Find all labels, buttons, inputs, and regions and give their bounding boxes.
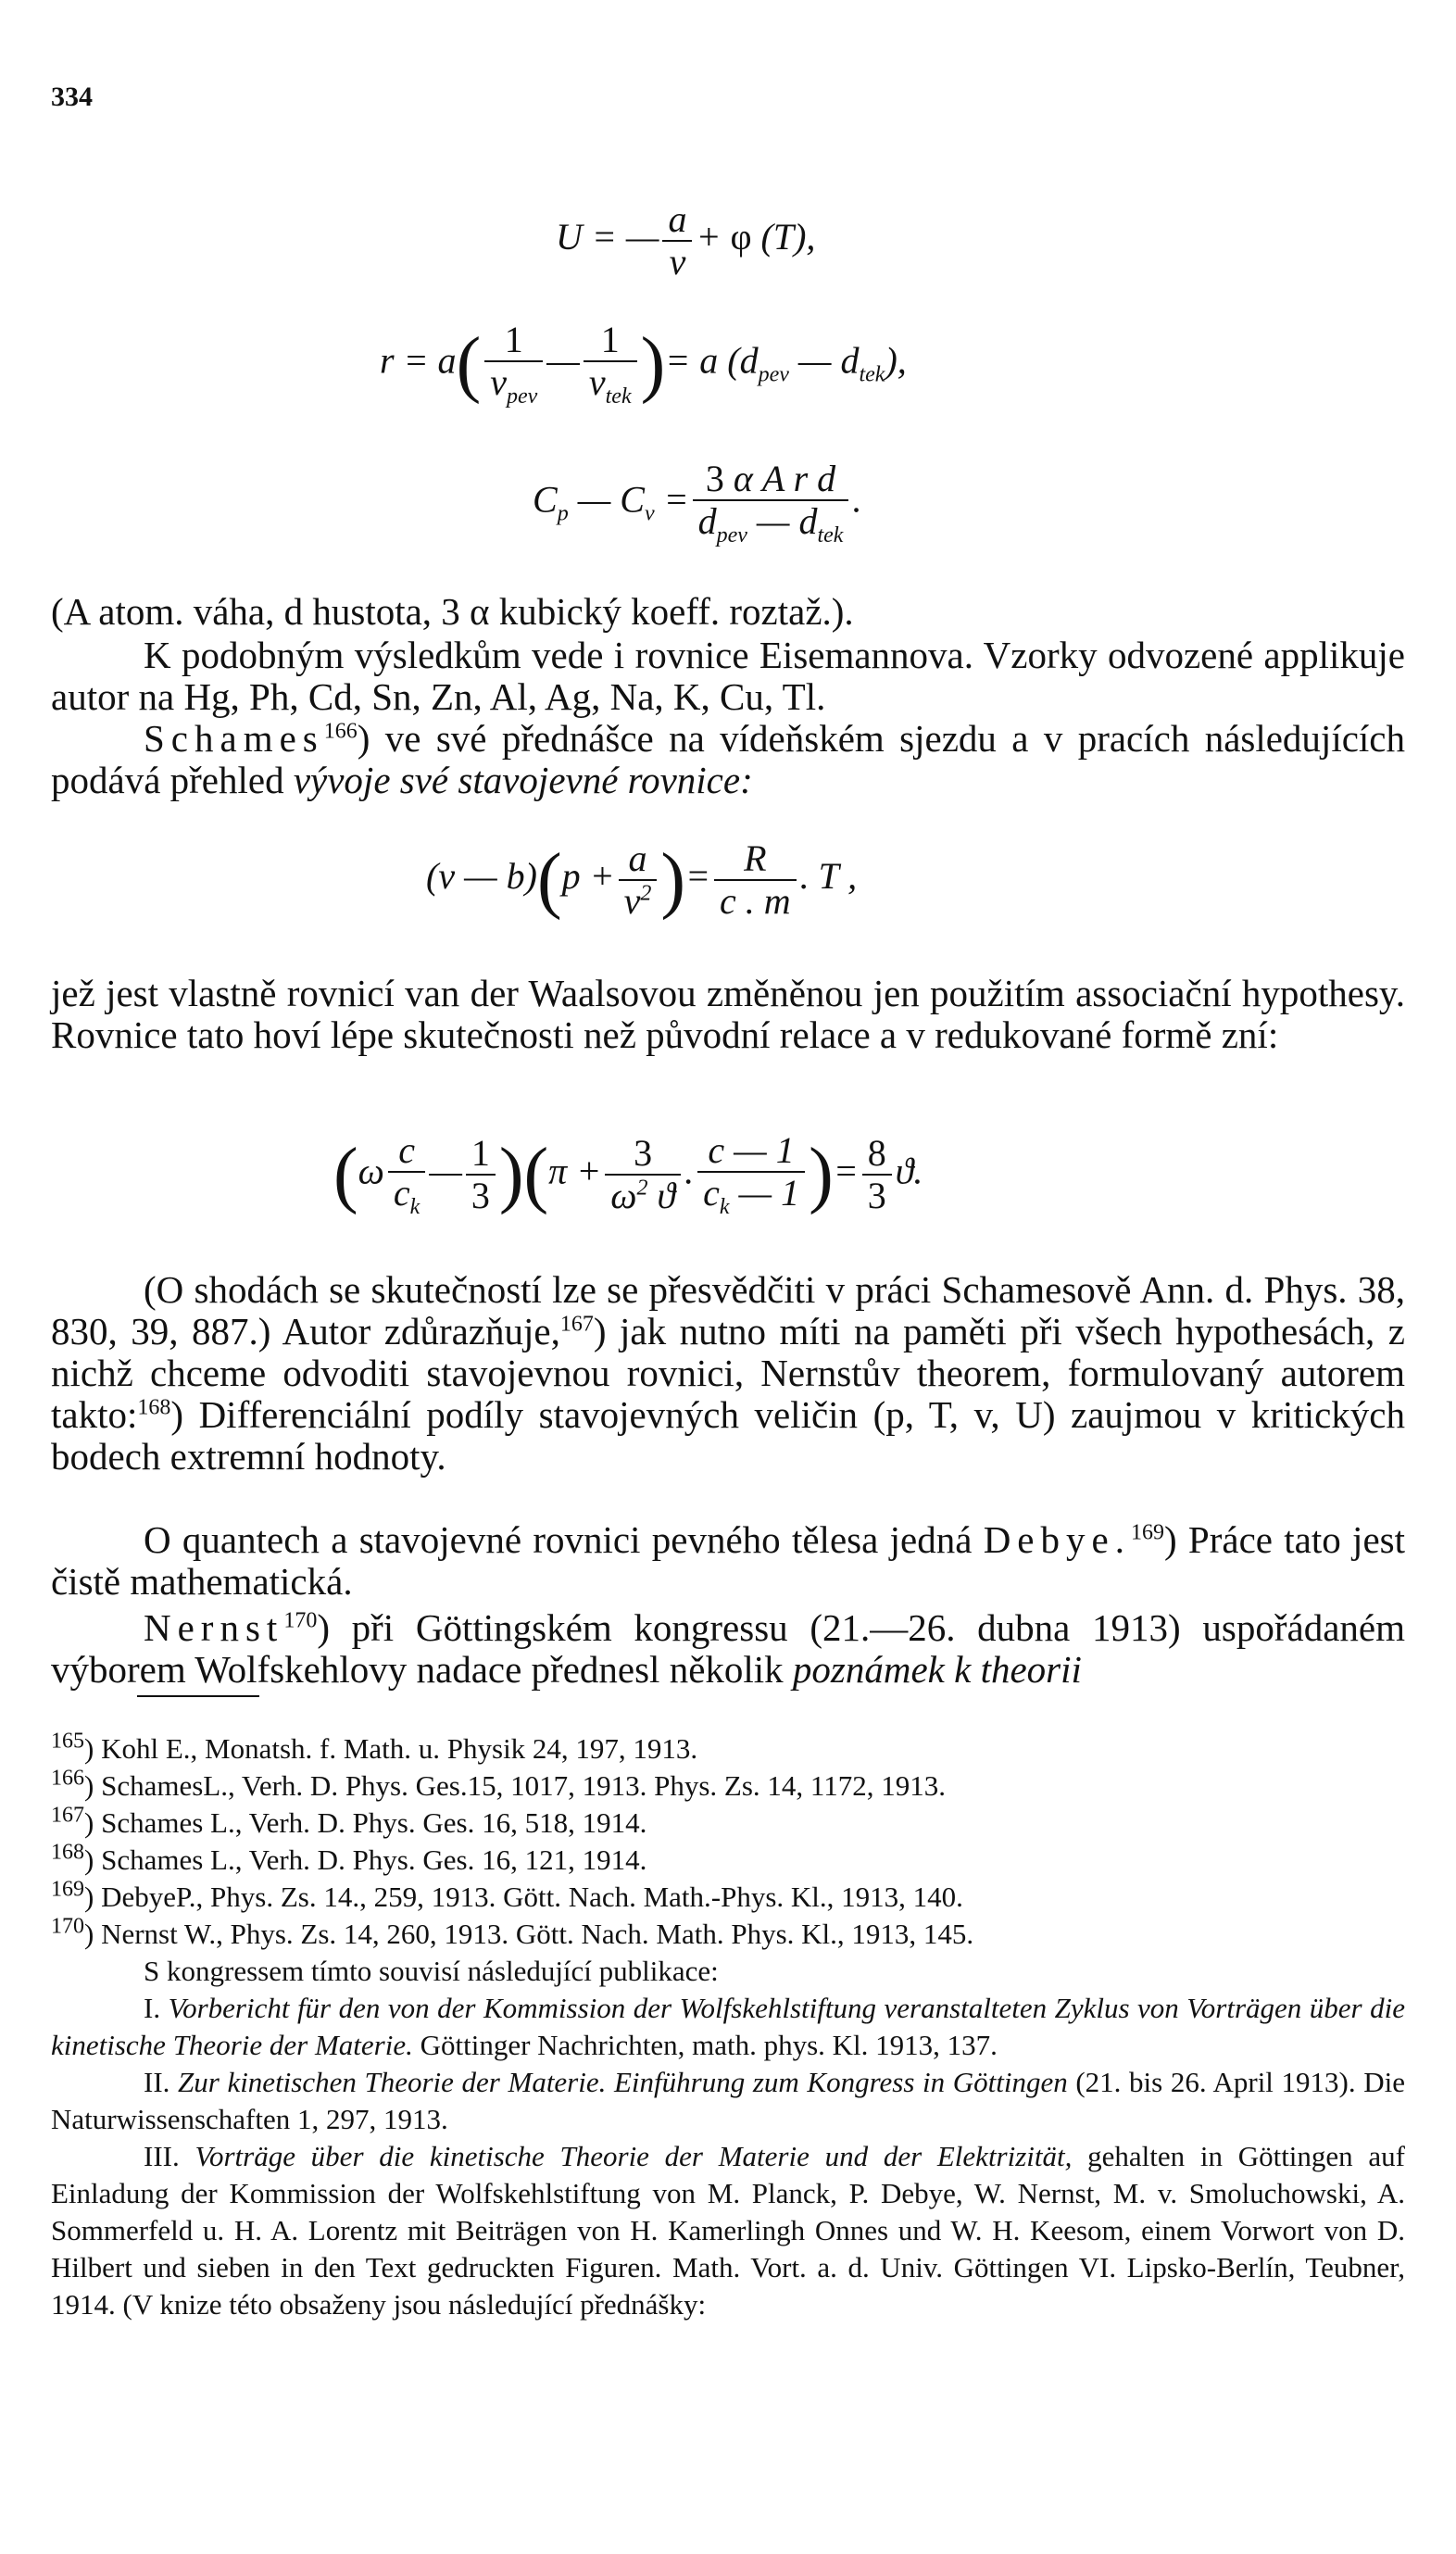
- footnote-ref: 168: [137, 1395, 171, 1420]
- formula-internal-energy: U = — $\frac{a}{v}$ + φ (T),: [556, 198, 816, 283]
- publication-item: [51, 2064, 1405, 2138]
- publication-details: Göttinger Nachrichten, math. phys. Kl. 1913, 137.: [412, 2029, 998, 2061]
- footnote-ref: 169: [1130, 1520, 1164, 1545]
- footnote-number: 170: [51, 1914, 84, 1939]
- formula-specific-heat: $C_p$ — $C_v$ = $\frac{\text{3 α A r d}}{d_{pev} — d_{tek}}$ .: [533, 458, 862, 547]
- paragraph-text: ) Práce tato jest čistě mathematická.: [51, 1518, 1405, 1603]
- paragraph: [51, 718, 1405, 801]
- publication-number: III.: [144, 2140, 195, 2172]
- paragraph: [51, 1519, 1405, 1603]
- footnote: [51, 1842, 1405, 1879]
- paragraph-text: O quantech a stavojevné rovnici pevného tělesa jedná: [144, 1518, 984, 1561]
- formula-reduced-state-equation: (ω $\frac{c}{c_k}$ — $\frac{1}{3}$ )(π + $\frac{3}{\omega^2 ϑ}$ . $\frac{c — 1}{c_k — 1}$ )= $\frac{8}{3}$ ϑ.: [333, 1129, 923, 1219]
- paragraph-text: ) při Göttingském kongressu (21.—26. dubna 1913) uspořádaném výborem Wolfskehlovy nadace přednesl několik: [51, 1606, 1405, 1691]
- author-name: Debye.: [983, 1518, 1131, 1561]
- paragraph: [51, 1607, 1405, 1691]
- footnote-text: ) Schames L., Verh. D. Phys. Ges. 16, 121, 1914.: [84, 1843, 647, 1876]
- footnote: [51, 1916, 1405, 1953]
- footnote: [51, 1730, 1405, 1768]
- footnote-ref: 167: [559, 1312, 594, 1337]
- footnote-text: ) Schames L., Verh. D. Phys. Ges. 16, 518, 1914.: [84, 1806, 647, 1839]
- footnote-text: ) Kohl E., Monatsh. f. Math. u. Physik 24, 197, 1913.: [84, 1732, 698, 1765]
- publication-item: [51, 2138, 1405, 2323]
- footnote-number: 169: [51, 1877, 84, 1902]
- paragraph-text: ) ve své přednášce na vídeňském sjezdu a v pracích následujících podává přehled: [51, 717, 1405, 801]
- paragraph: K podobným výsledkům vede i rovnice Eisemannova. Vzorky odvozené applikuje autor na Hg, Ph, Cd, Sn, Zn, Al, Ag, Na, K, Cu, Tl.: [51, 634, 1405, 718]
- footnote: [51, 1768, 1405, 1805]
- paragraph: jež jest vlastně rovnicí van der Waalsovou změněnou jen použitím associační hypothesy. Rovnice tato hoví lépe skutečnosti než původní relace a v redukované formě zní:: [51, 972, 1405, 1056]
- publication-details: gehalten in Göttingen auf Einladung der Kommission der Wolfskehlstiftung von M. Planck, P. Debye, W. Nernst, M. v. Smoluchowski, A. Sommerfeld u. H. A. Lorentz mit Beiträgen von H. Kamerlingh Onnes und W. H. Keesom, einem Vorwort von D. Hilbert und sieben in den Text gedruckten Figuren. Math. Vort. a. d. Univ. Göttingen VI. Lipsko-Berlín, Teubner, 1914. (V knize této obsaženy jsou následující přednášky:: [51, 2140, 1405, 2321]
- paragraph-text: (O shodách se skutečností lze se přesvědčiti v práci Schamesově Ann. d. Phys. 38, 830, 39, 887.) Autor zdůrazňuje,: [51, 1268, 1405, 1352]
- publication-number: II.: [144, 2066, 179, 2098]
- author-name: Nernst: [144, 1606, 284, 1649]
- footnote-number: 168: [51, 1840, 84, 1865]
- footnote: [51, 1805, 1405, 1842]
- footnote-text: ) Nernst W., Phys. Zs. 14, 260, 1913. Gött. Nach. Math. Phys. Kl., 1913, 145.: [84, 1918, 974, 1950]
- publication-title: Vorbericht für den von der Kommission der Wolfskehlstiftung veranstalteten Zyklus von Vorträgen über die kinetische Theorie der Materie.: [51, 1992, 1405, 2061]
- publication-item: [51, 1990, 1405, 2064]
- publication-details: (21. bis 26. April 1913). Die Naturwissenschaften 1, 297, 1913.: [51, 2066, 1405, 2135]
- footnote-number: 165: [51, 1729, 84, 1754]
- footnotes: [51, 1730, 1405, 2323]
- formula-state-equation: (v — b)(p + $\frac{a}{v^2}$ )= $\frac{R}{c . m}$ . T ,: [426, 837, 858, 922]
- footnote: [51, 1879, 1405, 1916]
- footnote-ref: 170: [283, 1608, 318, 1633]
- page-number: 334: [51, 82, 93, 112]
- footnote-ref: 166: [323, 719, 358, 744]
- paragraph-italic: poznámek k theorii: [792, 1648, 1082, 1691]
- publication-number: I.: [144, 1992, 169, 2024]
- formula-legend: (A atom. váha, d hustota, 3 α kubický koeff. roztaž.).: [51, 590, 854, 633]
- formula-heat-of-vaporization: r = a( $\frac{1}{v_{pev}}$ — $\frac{1}{v_{tek}}$ )= a ($d_{pev}$ — $d_{tek}$),: [380, 319, 907, 409]
- paragraph: [51, 1269, 1405, 1478]
- footnote-number: 167: [51, 1803, 84, 1828]
- publication-title: Zur kinetischen Theorie der Materie. Einführung zum Kongress in Göttingen: [178, 2066, 1068, 2098]
- author-name: Schames: [144, 717, 324, 760]
- publication-title: Vorträge über die kinetische Theorie der Materie und der Elektrizität,: [195, 2140, 1073, 2172]
- footnote-text: ) SchamesL., Verh. D. Phys. Ges.15, 1017, 1913. Phys. Zs. 14, 1172, 1913.: [84, 1769, 946, 1802]
- paragraph-text: ) Differenciální podíly stavojevných veličin (p, T, v, U) zaujmou v kritických bodech extremní hodnoty.: [51, 1393, 1405, 1478]
- publications-intro: S kongressem tímto souvisí následující publikace:: [144, 1955, 719, 1987]
- paragraph-text: ) jak nutno míti na paměti při všech hypothesách, z nichž chceme odvoditi stavojevnou rovnici, Nernstův theorem, formulovaný autorem takto:: [51, 1310, 1405, 1436]
- footnote-number: 166: [51, 1766, 84, 1791]
- footnote-divider: [137, 1695, 259, 1697]
- paragraph-italic: vývoje své stavojevné rovnice:: [293, 759, 753, 801]
- footnote-text: ) DebyeP., Phys. Zs. 14., 259, 1913. Gött. Nach. Math.-Phys. Kl., 1913, 140.: [84, 1881, 963, 1913]
